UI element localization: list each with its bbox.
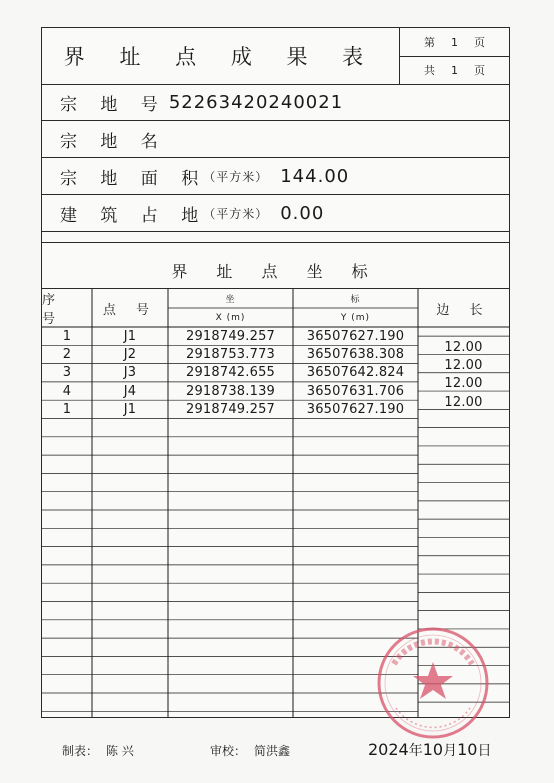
date-month: 10 [422, 740, 444, 759]
building-footprint-unit: （平方米） [203, 206, 269, 221]
row-sequence: 1 [62, 328, 72, 344]
parcel-area-label: 宗 地 面 积 [60, 168, 208, 189]
row-point-id: J2 [123, 346, 137, 362]
total-pages-label: 共 [424, 64, 435, 77]
report-date [368, 740, 491, 760]
row-y-coordinate: 36507638.308 [306, 346, 405, 362]
edge-length-value: 12.00 [444, 358, 483, 374]
boundary-point-result-sheet [41, 27, 510, 718]
row-sequence: 1 [62, 401, 72, 417]
row-sequence: 4 [62, 383, 72, 399]
row-y-coordinate: 36507631.706 [306, 383, 405, 399]
header-x: X (m) [215, 312, 246, 323]
row-x-coordinate: 2918749.257 [185, 328, 276, 344]
date-day-unit: 日 [477, 743, 492, 759]
header-edge-length: 边 长 [436, 302, 491, 318]
current-page-label: 第 [424, 36, 435, 49]
date-day: 10 [457, 740, 478, 759]
maker-name: 陈 兴 [106, 744, 134, 758]
row-point-id: J1 [123, 401, 137, 417]
total-pages-number: 1 [451, 63, 458, 77]
parcel-name-label: 宗 地 名 [60, 131, 167, 152]
official-seal-stamp [374, 624, 492, 742]
date-year: 2024 [368, 740, 409, 759]
edge-length-value: 12.00 [444, 394, 483, 410]
row-x-coordinate: 2918753.773 [185, 346, 276, 362]
edge-length-value: 12.00 [444, 339, 483, 355]
header-sequence: 序 号 [42, 293, 64, 327]
total-pages-box [400, 56, 509, 84]
coordinates-section-title: 界 址 点 坐 标 [42, 252, 509, 289]
building-footprint-value: 0.00 [280, 202, 325, 224]
header-y: Y (m) [340, 312, 371, 323]
maker-block [62, 742, 134, 759]
row-y-coordinate: 36507642.824 [306, 365, 405, 381]
row-y-coordinate: 36507627.190 [306, 401, 405, 417]
current-page-number: 1 [451, 35, 458, 49]
row-point-id: J1 [123, 328, 137, 344]
date-year-unit: 年 [408, 743, 423, 759]
current-page-box [400, 28, 509, 57]
edge-length-value: 12.00 [444, 376, 483, 392]
maker-label: 制表： [62, 744, 99, 758]
date-month-unit: 月 [443, 743, 458, 759]
header-coordinate-left: 坐 [225, 295, 236, 305]
title-row [42, 28, 509, 85]
building-footprint-label: 建 筑 占 地 [60, 205, 208, 226]
header-coordinate-right: 标 [350, 295, 361, 305]
total-pages-unit: 页 [474, 64, 485, 77]
parcel-area-row [42, 158, 509, 195]
parcel-name-row [42, 121, 509, 158]
row-sequence: 2 [62, 346, 72, 362]
building-footprint-row [42, 195, 509, 232]
parcel-area-unit: （平方米） [203, 169, 269, 184]
header-point-id: 点 号 [102, 302, 158, 318]
reviewer-label: 审校： [210, 744, 247, 758]
parcel-number-label: 宗 地 号 [60, 94, 167, 115]
row-point-id: J3 [123, 365, 137, 381]
row-x-coordinate: 2918738.139 [185, 383, 276, 399]
row-x-coordinate: 2918742.655 [185, 365, 276, 381]
current-page-unit: 页 [474, 36, 485, 49]
sheet-title: 界 址 点 成 果 表 [42, 28, 400, 84]
parcel-number-row [42, 84, 509, 121]
reviewer-block [210, 742, 290, 759]
row-point-id: J4 [123, 383, 137, 399]
parcel-number-value: 52263420240021 [168, 91, 344, 113]
reviewer-name: 简洪鑫 [254, 744, 291, 758]
row-x-coordinate: 2918749.257 [185, 401, 276, 417]
row-y-coordinate: 36507627.190 [306, 328, 405, 344]
row-sequence: 3 [62, 365, 72, 381]
parcel-area-value: 144.00 [280, 165, 350, 187]
spacer-row [42, 232, 509, 243]
